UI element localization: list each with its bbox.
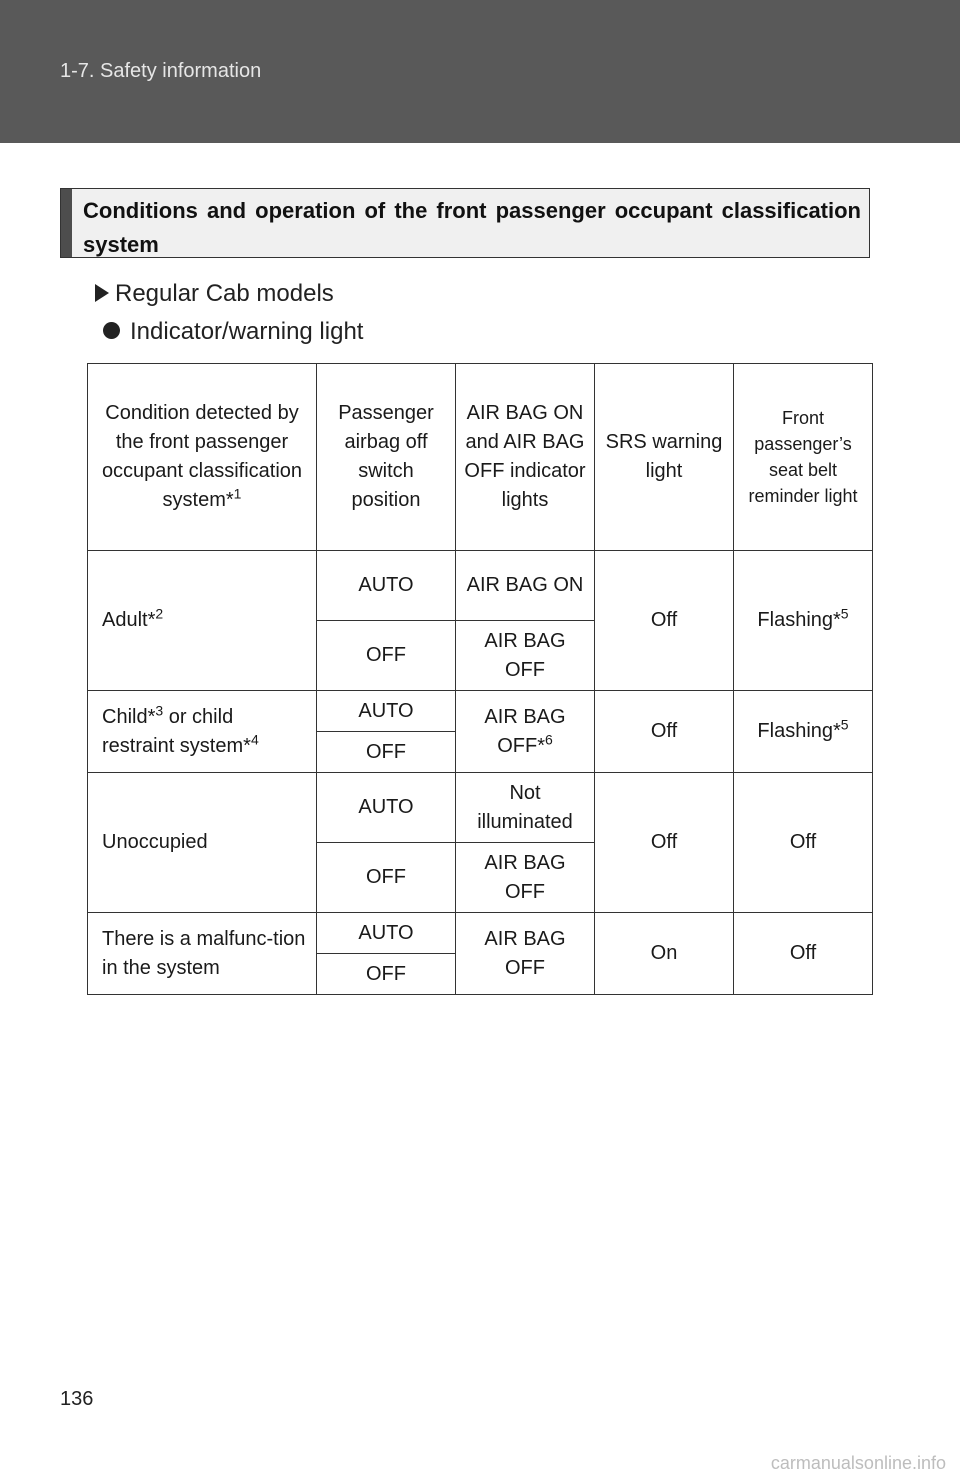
- cell-indicator: Not illuminated: [456, 773, 595, 843]
- item-label: Indicator/warning light: [130, 318, 364, 345]
- cell-condition-adult: Adult*$^2$: [88, 551, 317, 691]
- cell-condition-malfunction: There is a malfunc-tion in the system: [88, 913, 317, 995]
- cell-indicator: AIR BAG OFF: [456, 843, 595, 913]
- cell-belt: Off: [734, 913, 873, 995]
- table-row: [88, 913, 873, 954]
- header-indicator: AIR BAG ON and AIR BAG OFF indicator lights: [456, 364, 595, 551]
- section-title: Conditions and operation of the front passenger occupant classification system: [83, 198, 861, 257]
- cell-switch: AUTO: [317, 691, 456, 732]
- cell-indicator: AIR BAG OFF*$^6$: [456, 691, 595, 773]
- cell-switch: AUTO: [317, 773, 456, 843]
- cell-switch: AUTO: [317, 551, 456, 621]
- table-row: [88, 691, 873, 732]
- model-bullet: [95, 280, 334, 308]
- section-heading-box: [60, 188, 870, 258]
- watermark: carmanualsonline.info: [770, 1453, 946, 1473]
- cell-belt: Off: [734, 773, 873, 913]
- cell-switch: OFF: [317, 732, 456, 773]
- cell-srs: Off: [595, 773, 734, 913]
- cell-condition-unoccupied: Unoccupied: [88, 773, 317, 913]
- cell-indicator: AIR BAG ON: [456, 551, 595, 621]
- table-header-row: [88, 364, 873, 551]
- header-condition: Condition detected by the front passenger occupant classification system*$^1$: [88, 364, 317, 551]
- cell-switch: AUTO: [317, 913, 456, 954]
- cell-indicator: AIR BAG OFF: [456, 913, 595, 995]
- cell-indicator: AIR BAG OFF: [456, 621, 595, 691]
- section-heading-bar: [61, 189, 72, 257]
- cell-switch: OFF: [317, 843, 456, 913]
- cell-condition-child: Child*$^3$ or child restraint system*$^4$: [88, 691, 317, 773]
- header-belt: Front passenger’s seat belt reminder light: [734, 364, 873, 551]
- cell-switch: OFF: [317, 954, 456, 995]
- cell-belt: Flashing*$^5$: [734, 691, 873, 773]
- section-breadcrumb: 1-7. Safety information: [60, 60, 262, 82]
- cell-belt: Flashing*$^5$: [734, 551, 873, 691]
- model-label: Regular Cab models: [115, 280, 334, 307]
- cell-srs: On: [595, 913, 734, 995]
- airbag-status-table: [87, 363, 873, 995]
- page-number: 136: [60, 1388, 94, 1410]
- header-srs: SRS warning light: [595, 364, 734, 551]
- header-switch: Passenger airbag off switch position: [317, 364, 456, 551]
- circle-bullet-icon: [103, 322, 120, 339]
- triangle-bullet-icon: [95, 284, 109, 302]
- item-bullet: [103, 318, 363, 346]
- table-row: [88, 551, 873, 621]
- table-row: [88, 773, 873, 843]
- cell-srs: Off: [595, 551, 734, 691]
- cell-switch: OFF: [317, 621, 456, 691]
- cell-srs: Off: [595, 691, 734, 773]
